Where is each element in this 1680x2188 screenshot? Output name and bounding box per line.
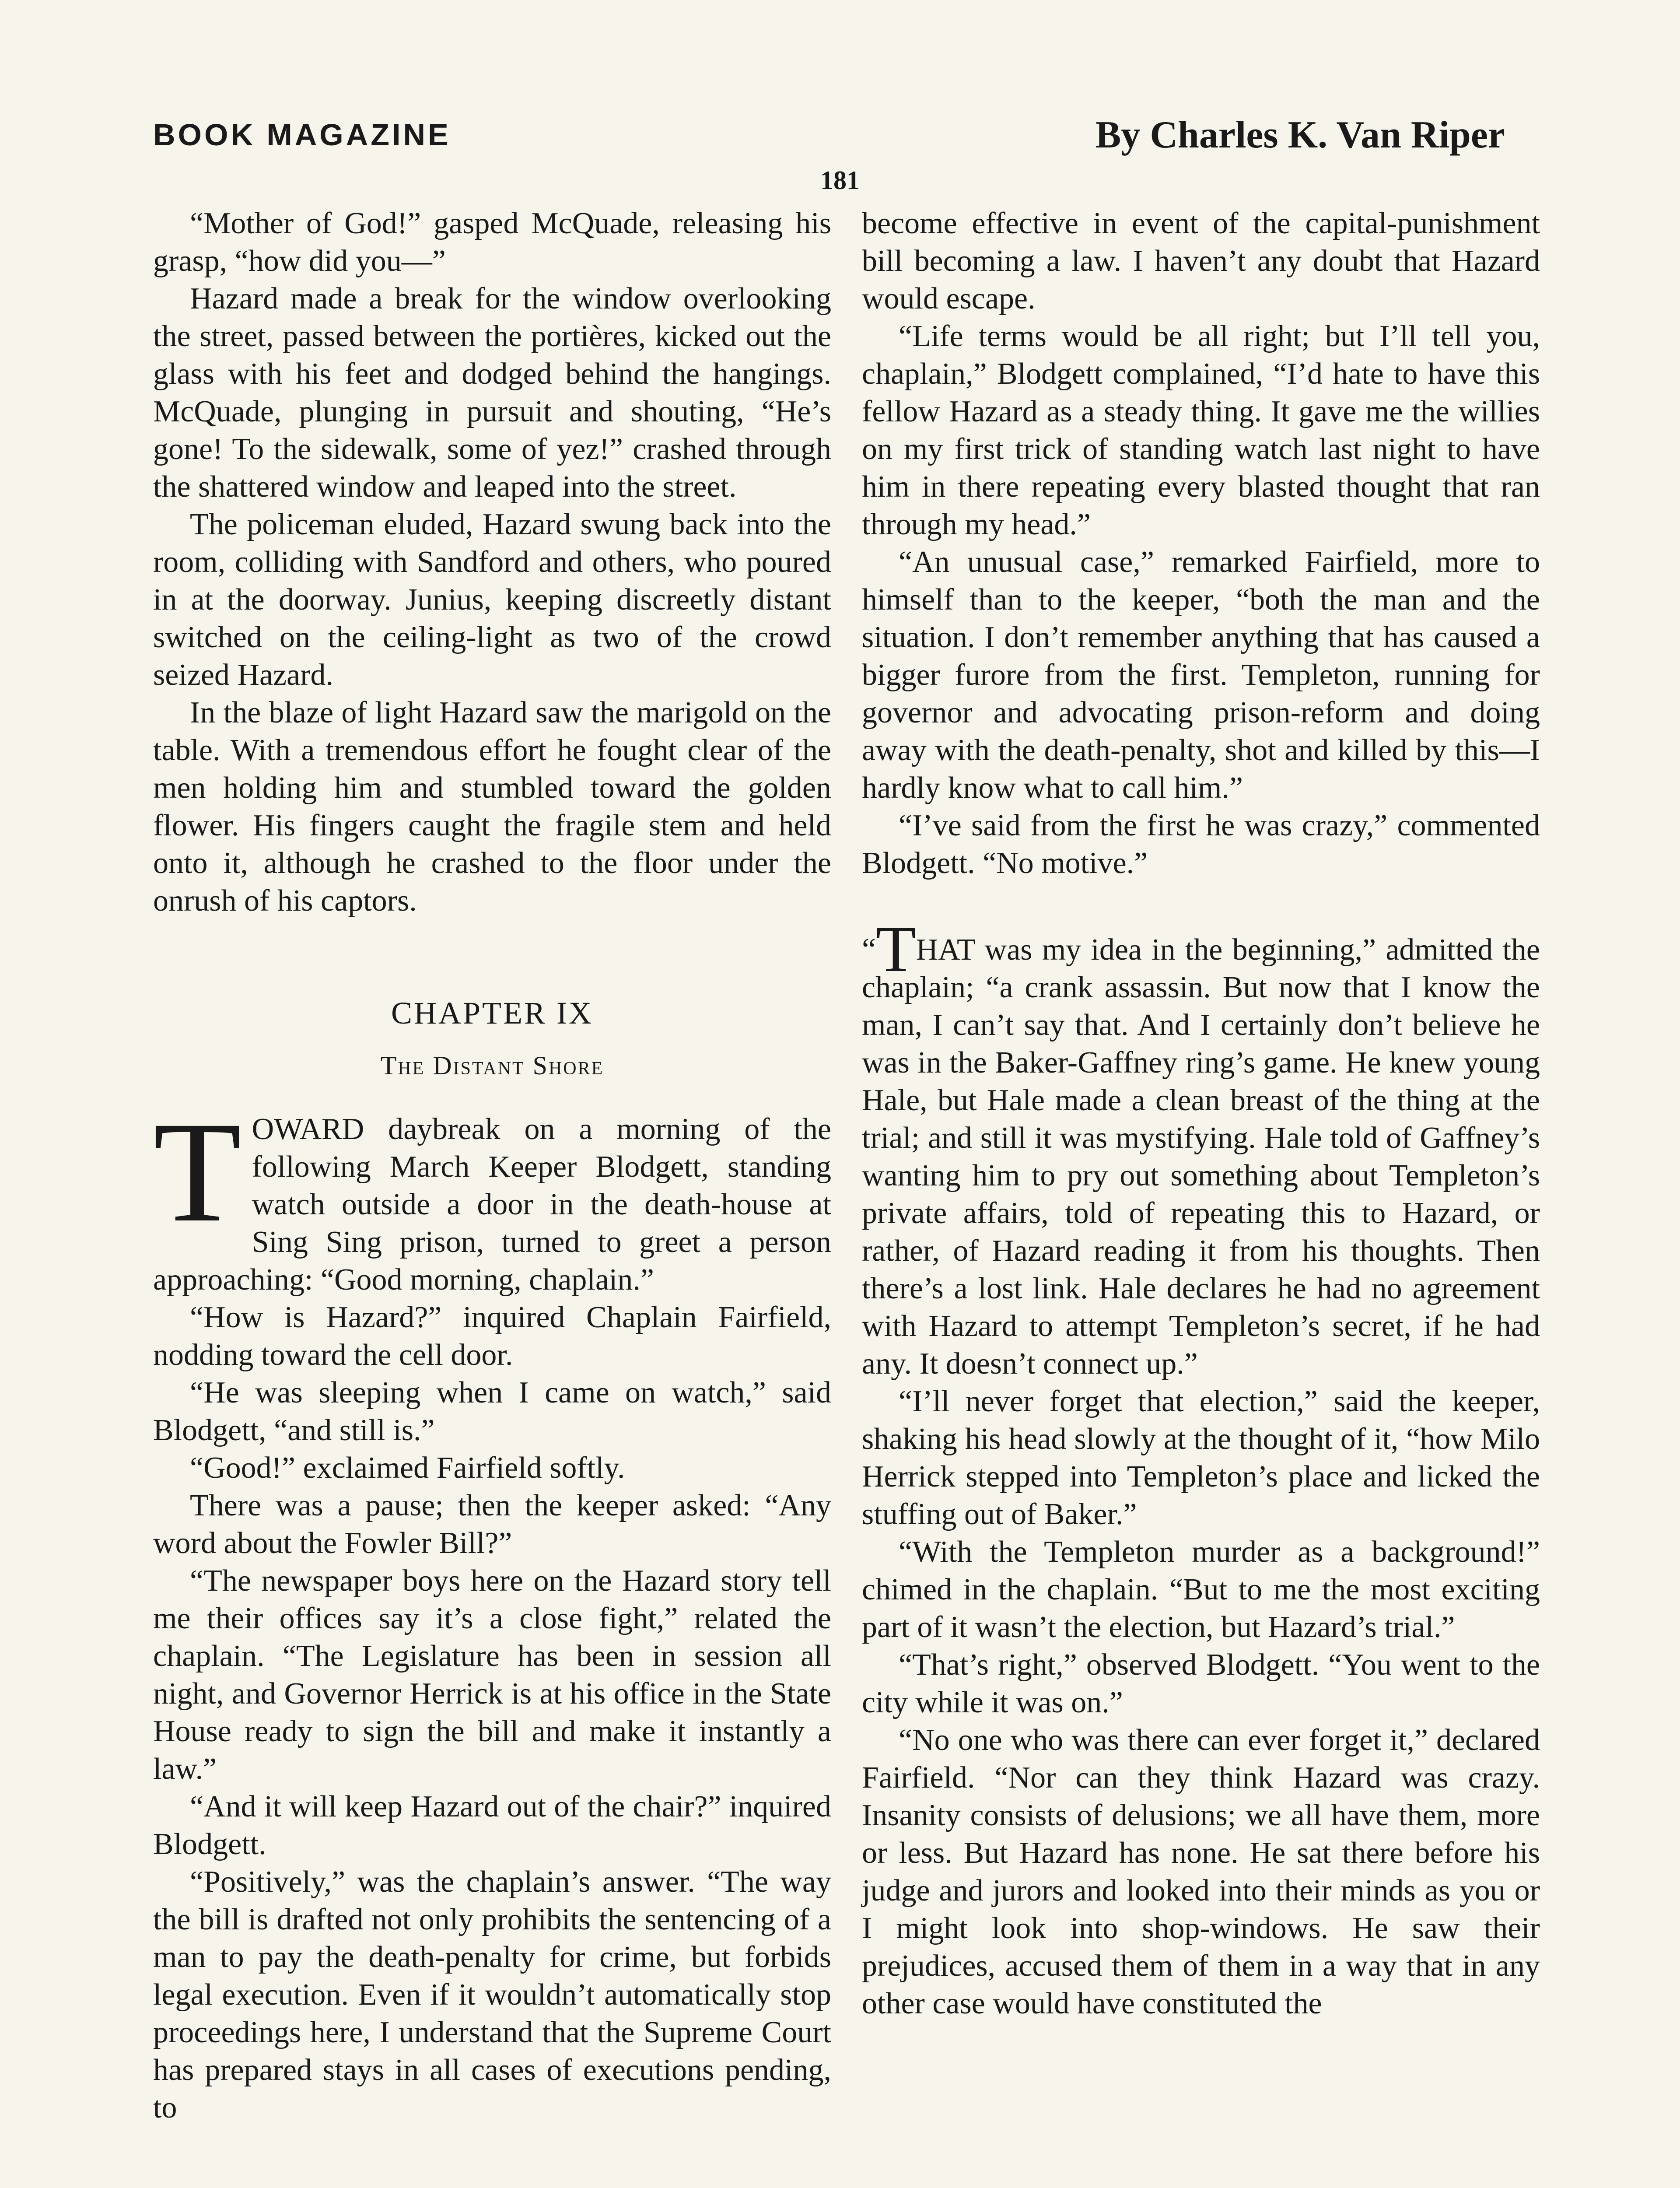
paragraph: “An unusual case,” remarked Fairfield, more to himself than to the keeper, “both the man and the situation. I don’t remember anything that has caused a bigger furore from the first. Templeton, running for governor and advocating prison-reform and doing away with the death-penalty, shot and killed by this—I hardly know what to call him.”: [862, 545, 1540, 805]
chapter-subtitle: The Distant Shore: [380, 1051, 604, 1080]
chapter-opening-paragraph: [153, 1092, 831, 1299]
section-opening-paragraph: [862, 913, 1540, 1383]
paragraph: “How is Hazard?” inquired Chaplain Fairfield, nodding toward the cell door.: [153, 1301, 831, 1372]
paragraph: In the blaze of light Hazard saw the marigold on the table. With a tremendous effort he fought clear of the men holding him and stumbled toward the golden flower. His fingers caught the fragile stem and held onto it, although he crashed to the floor under the onrush of his captors.: [153, 696, 831, 918]
paragraph: “Positively,” was the chaplain’s answer. “The way the bill is drafted not only prohibits the sentencing of a man to pay the death-penalty for crime, but forbids legal execution. Even if it wouldn’t automatically stop proceedings here, I understand that the Supreme Court has prepared stays in all cases of executions pending, to: [153, 1865, 831, 2125]
opening-text: OWARD daybreak on a morning of the following March Keeper Blodgett, standing watch outside a door in the death-house at Sing Sing prison, turned to greet a person approaching: “Good morning, chaplain.”: [153, 1112, 831, 1297]
paragraph: “Life terms would be all right; but I’ll tell you, chaplain,” Blodgett complained, “I’d hate to have this fellow Hazard as a steady thing. It gave me the willies on my first trick of standing watch last night to have him in there repeating every blasted thought that ran through my head.”: [862, 319, 1540, 541]
paragraph: Hazard made a break for the window overlooking the street, passed between the portières, kicked out the glass with his feet and dodged behind the hangings. McQuade, plunging in pursuit and shouting, “He’s gone! To the sidewalk, some of yez!” crashed through the shattered window and leaped into the street.: [153, 282, 831, 504]
paragraph: “And it will keep Hazard out of the chair?” inquired Blodgett.: [153, 1790, 831, 1861]
lead-quote-mark: “: [862, 932, 876, 967]
paragraph: “With the Templeton murder as a background!” chimed in the chaplain. “But to me the most exciting part of it wasn’t the election, but Hazard’s trial.”: [862, 1535, 1540, 1644]
section-break: [862, 882, 1540, 930]
paragraph: “He was sleeping when I came on watch,” said Blodgett, “and still is.”: [153, 1376, 831, 1447]
magazine-title: BOOK MAGAZINE: [153, 118, 451, 152]
section-opening-text: HAT was my idea in the beginning,” admitted the chaplain; “a crank assassin. But now that I know the man, I can’t say that. And I certainly don’t believe he was in the Baker-Gaffney ring’s game. He knew young Hale, but Hale made a clean breast of the thing at the trial; and still it was mystifying. Hale told of Gaffney’s wanting him to pry out something about Templeton’s private affairs, told of repeating this to Hazard, or rather, of Hazard reading it from his thoughts. Then there’s a lost link. Hale declares he had no agreement with Hazard to attempt Templeton’s secret, if he had any. It doesn’t connect up.”: [862, 933, 1540, 1381]
left-column: [153, 205, 831, 2127]
paragraph: “I’ve said from the first he was crazy,” commented Blodgett. “No motive.”: [862, 809, 1540, 880]
paragraph: “That’s right,” observed Blodgett. “You went to the city while it was on.”: [862, 1648, 1540, 1719]
right-column: [862, 205, 1540, 2023]
paragraph: “Good!” exclaimed Fairfield softly.: [190, 1451, 625, 1485]
chapter-title: CHAPTER IX: [391, 996, 593, 1031]
paragraph: “The newspaper boys here on the Hazard story tell me their offices say it’s a close fight,” related the chaplain. “The Legislature has been in session all night, and Governor Herrick is at his office in the State House ready to sign the bill and make it instantly a law.”: [153, 1564, 831, 1786]
paragraph: “Mother of God!” gasped McQuade, releasing his grasp, “how did you—”: [153, 207, 831, 278]
author-byline: By Charles K. Van Riper: [1095, 114, 1505, 156]
paragraph: become effective in event of the capital-punishment bill becoming a law. I haven’t any doubt that Hazard would escape.: [862, 207, 1540, 316]
page-number: 181: [820, 166, 860, 195]
paragraph: “No one who was there can ever forget it,” declared Fairfield. “Nor can they think Hazard was crazy. Insanity consists of delusions; we all have them, more or less. But Hazard has none. He sat there before his judge and jurors and looked into their minds as you or I might look into shop-windows. He saw their prejudices, accused them of them in a way that in any other case would have constituted the: [862, 1723, 1540, 2020]
lead-initial: T: [875, 913, 916, 985]
paragraph: There was a pause; then the keeper asked: “Any word about the Fowler Bill?”: [153, 1489, 831, 1560]
drop-cap: T: [153, 1092, 242, 1252]
paragraph: The policeman eluded, Hazard swung back into the room, colliding with Sandford and others, who poured in at the doorway. Junius, keeping discreetly distant switched on the ceiling-light as two of the crowd seized Hazard.: [153, 508, 831, 692]
paragraph: “I’ll never forget that election,” said the keeper, shaking his head slowly at the thought of it, “how Milo Herrick stepped into Templeton’s place and licked the stuffing out of Baker.”: [862, 1385, 1540, 1531]
